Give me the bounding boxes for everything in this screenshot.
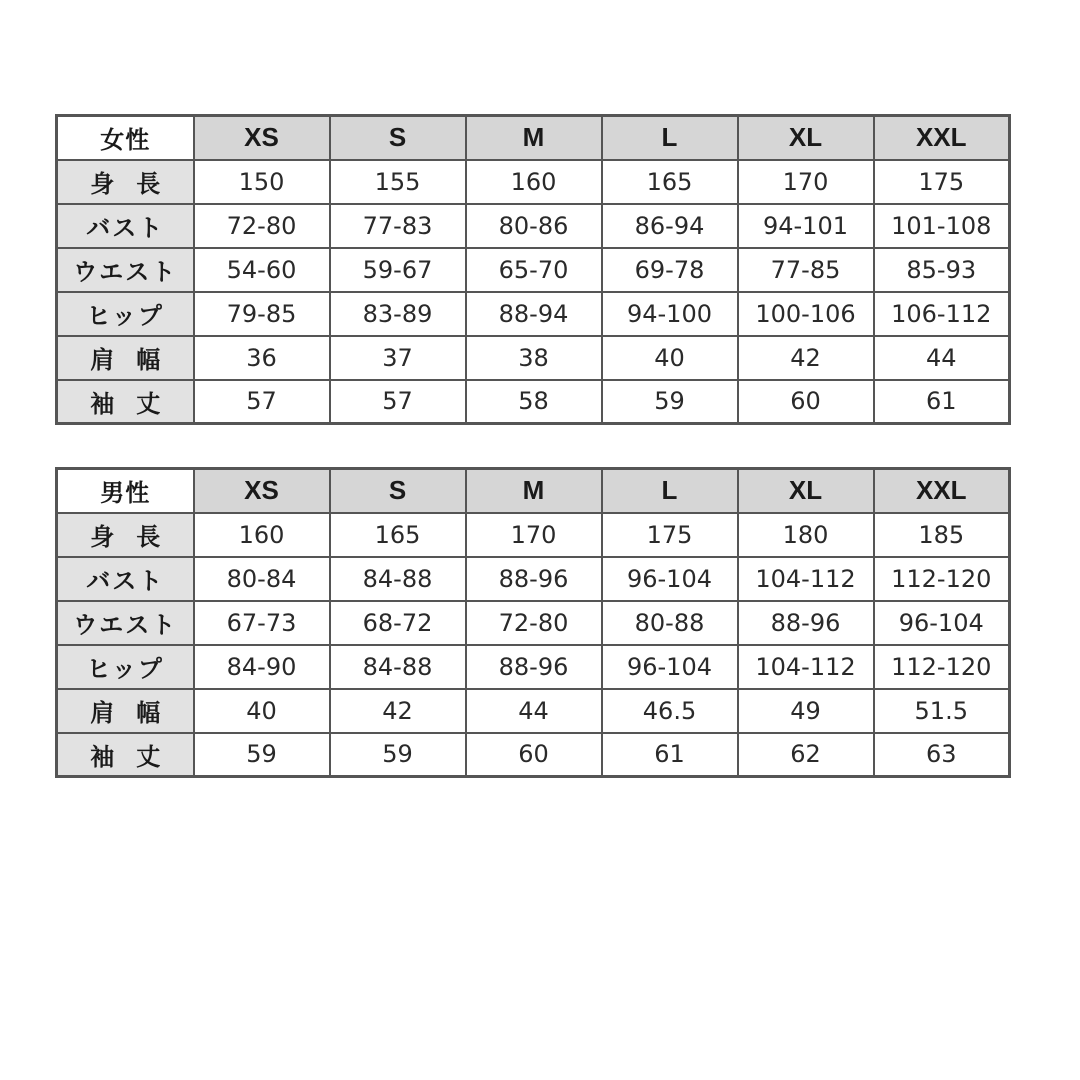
measurement-cell: 69-78 bbox=[602, 248, 738, 292]
measurement-cell: 68-72 bbox=[330, 601, 466, 645]
table-row bbox=[57, 292, 1010, 336]
row-label: ヒップ bbox=[57, 292, 194, 336]
measurement-cell: 84-90 bbox=[194, 645, 330, 689]
measurement-cell: 175 bbox=[874, 160, 1010, 204]
measurement-cell: 63 bbox=[874, 733, 1010, 777]
measurement-cell: 84-88 bbox=[330, 557, 466, 601]
row-label: バスト bbox=[57, 204, 194, 248]
measurement-cell: 94-101 bbox=[738, 204, 874, 248]
measurement-cell: 40 bbox=[194, 689, 330, 733]
measurement-cell: 165 bbox=[330, 513, 466, 557]
table-row bbox=[57, 513, 1010, 557]
size-header-m: M bbox=[466, 116, 602, 160]
measurement-cell: 160 bbox=[466, 160, 602, 204]
women-table-body bbox=[57, 160, 1010, 424]
measurement-cell: 46.5 bbox=[602, 689, 738, 733]
measurement-cell: 67-73 bbox=[194, 601, 330, 645]
row-label: 袖丈 bbox=[57, 733, 194, 777]
measurement-cell: 57 bbox=[194, 380, 330, 424]
men-size-table bbox=[55, 467, 1011, 778]
measurement-cell: 44 bbox=[874, 336, 1010, 380]
measurement-cell: 84-88 bbox=[330, 645, 466, 689]
measurement-cell: 100-106 bbox=[738, 292, 874, 336]
measurement-cell: 104-112 bbox=[738, 557, 874, 601]
row-label: ヒップ bbox=[57, 645, 194, 689]
measurement-cell: 58 bbox=[466, 380, 602, 424]
table-row bbox=[57, 645, 1010, 689]
measurement-cell: 165 bbox=[602, 160, 738, 204]
measurement-cell: 60 bbox=[466, 733, 602, 777]
measurement-cell: 72-80 bbox=[194, 204, 330, 248]
row-label: ウエスト bbox=[57, 248, 194, 292]
measurement-cell: 185 bbox=[874, 513, 1010, 557]
row-label: 身長 bbox=[57, 513, 194, 557]
measurement-cell: 62 bbox=[738, 733, 874, 777]
measurement-cell: 42 bbox=[738, 336, 874, 380]
row-label: 肩幅 bbox=[57, 336, 194, 380]
measurement-cell: 59 bbox=[330, 733, 466, 777]
measurement-cell: 61 bbox=[602, 733, 738, 777]
measurement-cell: 77-85 bbox=[738, 248, 874, 292]
women-size-table bbox=[55, 114, 1011, 425]
measurement-cell: 112-120 bbox=[874, 645, 1010, 689]
measurement-cell: 80-86 bbox=[466, 204, 602, 248]
measurement-cell: 170 bbox=[466, 513, 602, 557]
measurement-cell: 80-88 bbox=[602, 601, 738, 645]
measurement-cell: 40 bbox=[602, 336, 738, 380]
measurement-cell: 77-83 bbox=[330, 204, 466, 248]
measurement-cell: 96-104 bbox=[602, 557, 738, 601]
row-label: 袖丈 bbox=[57, 380, 194, 424]
measurement-cell: 150 bbox=[194, 160, 330, 204]
measurement-cell: 106-112 bbox=[874, 292, 1010, 336]
measurement-cell: 49 bbox=[738, 689, 874, 733]
measurement-cell: 160 bbox=[194, 513, 330, 557]
measurement-cell: 36 bbox=[194, 336, 330, 380]
measurement-cell: 112-120 bbox=[874, 557, 1010, 601]
table-row bbox=[57, 204, 1010, 248]
measurement-cell: 51.5 bbox=[874, 689, 1010, 733]
size-header-xs: XS bbox=[194, 469, 330, 513]
men-table-body bbox=[57, 513, 1010, 777]
measurement-cell: 54-60 bbox=[194, 248, 330, 292]
measurement-cell: 83-89 bbox=[330, 292, 466, 336]
row-label: ウエスト bbox=[57, 601, 194, 645]
size-header-m: M bbox=[466, 469, 602, 513]
measurement-cell: 60 bbox=[738, 380, 874, 424]
men-table-title: 男性 bbox=[57, 469, 194, 513]
measurement-cell: 44 bbox=[466, 689, 602, 733]
women-header-row bbox=[57, 116, 1010, 160]
measurement-cell: 38 bbox=[466, 336, 602, 380]
row-label: 身長 bbox=[57, 160, 194, 204]
measurement-cell: 88-96 bbox=[466, 557, 602, 601]
measurement-cell: 94-100 bbox=[602, 292, 738, 336]
measurement-cell: 170 bbox=[738, 160, 874, 204]
size-header-xl: XL bbox=[738, 116, 874, 160]
table-row bbox=[57, 380, 1010, 424]
table-row bbox=[57, 160, 1010, 204]
table-row bbox=[57, 557, 1010, 601]
measurement-cell: 88-96 bbox=[466, 645, 602, 689]
table-row bbox=[57, 689, 1010, 733]
measurement-cell: 80-84 bbox=[194, 557, 330, 601]
men-header-row bbox=[57, 469, 1010, 513]
row-label: バスト bbox=[57, 557, 194, 601]
row-label: 肩幅 bbox=[57, 689, 194, 733]
measurement-cell: 101-108 bbox=[874, 204, 1010, 248]
measurement-cell: 59-67 bbox=[330, 248, 466, 292]
measurement-cell: 37 bbox=[330, 336, 466, 380]
size-header-s: S bbox=[330, 469, 466, 513]
measurement-cell: 175 bbox=[602, 513, 738, 557]
measurement-cell: 96-104 bbox=[874, 601, 1010, 645]
measurement-cell: 104-112 bbox=[738, 645, 874, 689]
table-row bbox=[57, 336, 1010, 380]
size-header-xxl: XXL bbox=[874, 469, 1010, 513]
measurement-cell: 72-80 bbox=[466, 601, 602, 645]
measurement-cell: 88-96 bbox=[738, 601, 874, 645]
measurement-cell: 88-94 bbox=[466, 292, 602, 336]
measurement-cell: 79-85 bbox=[194, 292, 330, 336]
size-header-xxl: XXL bbox=[874, 116, 1010, 160]
size-header-xs: XS bbox=[194, 116, 330, 160]
table-row bbox=[57, 248, 1010, 292]
size-header-s: S bbox=[330, 116, 466, 160]
measurement-cell: 65-70 bbox=[466, 248, 602, 292]
size-header-l: L bbox=[602, 116, 738, 160]
size-header-l: L bbox=[602, 469, 738, 513]
table-row bbox=[57, 601, 1010, 645]
measurement-cell: 59 bbox=[194, 733, 330, 777]
measurement-cell: 42 bbox=[330, 689, 466, 733]
measurement-cell: 59 bbox=[602, 380, 738, 424]
measurement-cell: 57 bbox=[330, 380, 466, 424]
measurement-cell: 85-93 bbox=[874, 248, 1010, 292]
measurement-cell: 86-94 bbox=[602, 204, 738, 248]
measurement-cell: 180 bbox=[738, 513, 874, 557]
table-row bbox=[57, 733, 1010, 777]
women-table-title: 女性 bbox=[57, 116, 194, 160]
measurement-cell: 61 bbox=[874, 380, 1010, 424]
measurement-cell: 96-104 bbox=[602, 645, 738, 689]
measurement-cell: 155 bbox=[330, 160, 466, 204]
size-header-xl: XL bbox=[738, 469, 874, 513]
